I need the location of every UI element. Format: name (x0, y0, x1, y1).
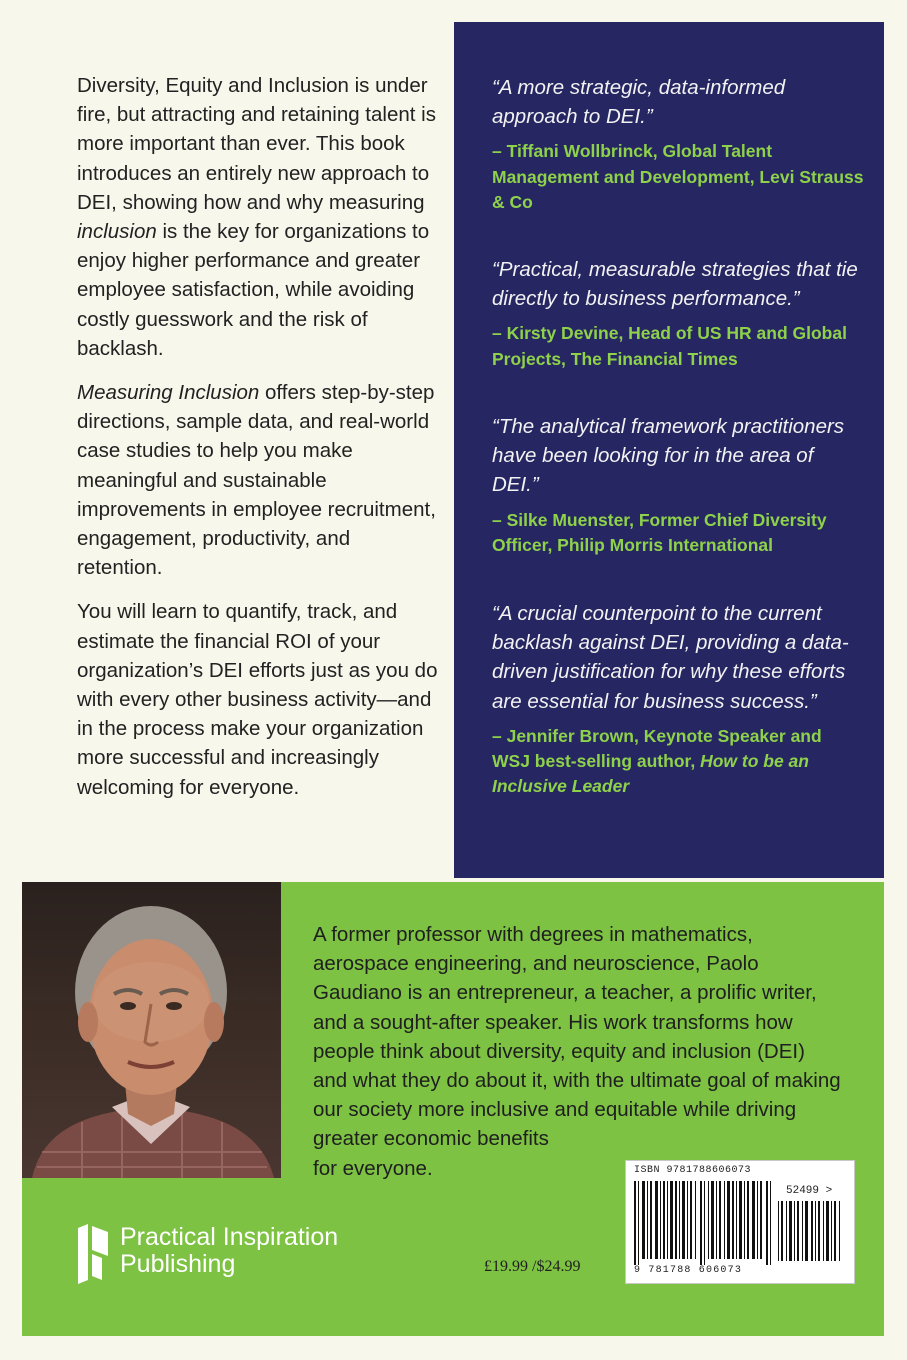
author-bio: A former professor with degrees in mathematics, aerospace engineering, and neuroscience, Paolo Gaudiano is an entrepreneur, a teacher, a prolific writer, and a sought-after speaker. His work transforms how people think about diversity, equity and inclusion (DEI) and what they do about it, with the ultimate goal of making our society more inclusive and equitable while driving greater economic benefits for everyone. (313, 923, 841, 1180)
quote-text: “A crucial counterpoint to the current backlash against DEI, providing a data-driven justification for why these efforts are essential for business success.” (492, 602, 849, 713)
endorsement-3 (492, 412, 864, 558)
book-title-reference: How to be an Inclusive Leader (492, 751, 809, 797)
quote-attribution: – Jennifer Brown, Keynote Speaker and WSJ best-selling author, How to be an Inclusive Leader (492, 725, 822, 797)
author-photo (22, 882, 281, 1178)
endorsement-2 (492, 255, 864, 372)
endorsement-1 (492, 73, 864, 215)
quote-attribution: – Tiffani Wollbrinck, Global Talent Management and Development, Levi Strauss & Co (492, 141, 864, 212)
publisher-logo-icon (76, 1222, 110, 1286)
addon-barcode (778, 1201, 844, 1261)
emphasis-inclusion: inclusion (77, 220, 157, 244)
author-band (22, 882, 884, 1336)
quote-text: “A more strategic, data-informed approach to DEI.” (492, 76, 786, 129)
price-code: 52499 > (786, 1185, 833, 1197)
publisher-logo (76, 1218, 396, 1290)
isbn-digits: 9 781788 606073 (634, 1265, 743, 1276)
description-paragraph-1: Diversity, Equity and Inclusion is under fire, but attracting and retaining talent is more important than ever. This book introduces an entirely new approach to DEI, showing how and why measuring inclusion is the key for organizations to enjoy higher performance and greater employee satisfaction, while avoiding costly guesswork and the risk of backlash. (77, 74, 436, 360)
description-paragraph-2: Measuring Inclusion offers step-by-step directions, sample data, and real-world case studies to help you make meaningful and sustainable improvements in employee recruitment, engagement, productivity, and retention. (77, 381, 436, 580)
endorsements-panel (454, 22, 884, 878)
endorsement-4 (492, 599, 864, 799)
quote-text: “Practical, measurable strategies that tie directly to business performance.” (492, 258, 858, 311)
quote-attribution: – Silke Muenster, Former Chief Diversity Officer, Philip Morris International (492, 509, 827, 555)
book-title-mention: Measuring Inclusion (77, 381, 260, 405)
quote-attribution: – Kirsty Devine, Head of US HR and Global Projects, The Financial Times (492, 323, 847, 369)
description-paragraph-3: You will learn to quantify, track, and estimate the financial ROI of your organization’s DEI efforts just as you do with every other business activity—and in the process make your organization more successful and increasingly welcoming for everyone. (77, 600, 438, 799)
quote-text: “The analytical framework practitioners have been looking for in the area of DEI.” (492, 415, 845, 497)
book-description (77, 71, 439, 817)
isbn-barcode (625, 1160, 855, 1284)
barcode-bars (634, 1181, 776, 1265)
publisher-name: Practical Inspiration Publishing (120, 1223, 339, 1278)
retail-price: £19.99 /$24.99 (484, 1258, 581, 1275)
isbn-label: ISBN 9781788606073 (634, 1165, 752, 1176)
